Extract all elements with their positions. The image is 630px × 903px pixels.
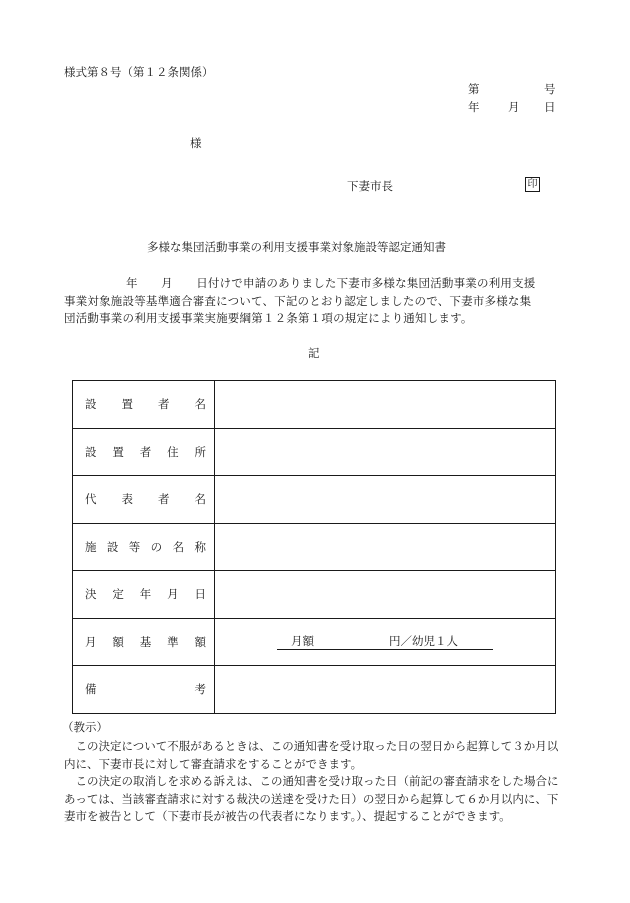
row-label-char: の <box>150 539 163 554</box>
notice-paragraph-appeal <box>64 738 574 773</box>
notice-line: 妻市を被告として（下妻市長が被告の代表者になります。）、提起することができます。 <box>64 809 511 823</box>
monthly-amount-line <box>277 633 493 650</box>
table-row <box>73 666 556 714</box>
issuer-name: 下妻市長 <box>347 179 393 193</box>
row-label-cell <box>73 476 215 524</box>
row-label-cell <box>73 523 215 571</box>
document-number-suffix: 号 <box>544 82 556 96</box>
document-title: 多様な集団活動事業の利用支援事業対象施設等認定通知書 <box>147 240 446 254</box>
row-label-char: 名 <box>194 397 206 412</box>
row-label-char: 定 <box>112 587 124 602</box>
row-value-cell[interactable] <box>215 381 556 429</box>
body-line: 事業対象施設等基準適合審査について、下記のとおり認定しましたので、下妻市多様な集 <box>64 293 532 308</box>
table-row <box>73 428 556 476</box>
table-row <box>73 571 556 619</box>
row-label-char: 者 <box>139 444 152 459</box>
body-line <box>64 275 584 293</box>
row-value-cell[interactable] <box>215 428 556 476</box>
seal-stamp: 印 <box>525 177 540 192</box>
date-day-label: 日 <box>544 100 556 114</box>
document-number-prefix: 第 <box>468 82 480 96</box>
row-label-char: 月 <box>85 634 97 649</box>
row-label-char: 額 <box>112 634 124 649</box>
row-label-char: 年 <box>139 587 152 602</box>
row-label-char: 額 <box>194 634 206 649</box>
row-label <box>85 491 206 507</box>
row-label-char: 名 <box>194 492 206 507</box>
row-label <box>85 634 206 650</box>
row-label <box>85 396 206 412</box>
row-label-char: 置 <box>121 397 133 412</box>
date-month-label: 月 <box>508 100 520 114</box>
addressee-honorific: 様 <box>190 136 202 150</box>
row-label-char: 住 <box>167 444 179 459</box>
notice-line: 内に、下妻市長に対して審査請求をすることができます。 <box>64 756 363 771</box>
form-number: 様式第８号（第１２条関係） <box>64 65 214 79</box>
row-label-char: 所 <box>194 444 206 459</box>
body-line: 団活動事業の利用支援事業実施要綱第１２条第１項の規定により通知します。 <box>64 311 473 325</box>
row-label-char: 称 <box>194 539 206 554</box>
row-label-cell <box>73 571 215 619</box>
notice-heading: （教示） <box>62 720 108 734</box>
row-label-char: 月 <box>167 587 179 602</box>
row-value-cell[interactable] <box>215 476 556 524</box>
row-label-cell <box>73 666 215 714</box>
table-row <box>73 618 556 666</box>
row-label-char: 代 <box>85 492 97 507</box>
row-label-cell <box>73 381 215 429</box>
notice-line: この決定の取消しを求める訴えは、この通知書を受け取った日（前記の審査請求をした場合に <box>64 774 559 788</box>
row-label-char: 者 <box>158 492 170 507</box>
row-label-char: 備 <box>85 682 97 697</box>
row-value-cell[interactable] <box>215 666 556 714</box>
row-value-cell[interactable] <box>215 618 556 666</box>
row-label-char: 名 <box>172 539 185 554</box>
row-label-cell <box>73 428 215 476</box>
row-value-cell[interactable] <box>215 523 556 571</box>
row-label-char: 等 <box>128 539 141 554</box>
row-label-cell <box>73 618 215 666</box>
row-label-char: 設 <box>85 397 97 412</box>
row-label-char: 施 <box>85 539 97 554</box>
row-label-char: 者 <box>158 397 170 412</box>
row-label-char: 基 <box>139 634 152 649</box>
body-line-text: 年 月 日付けで申請のありました下妻市多様な集団活動事業の利用支援 <box>126 276 536 290</box>
row-label-char: 決 <box>85 587 97 602</box>
row-label-char: 表 <box>121 492 133 507</box>
row-label-char: 準 <box>167 634 179 649</box>
row-label <box>85 444 206 460</box>
table-row <box>73 476 556 524</box>
table-row <box>73 381 556 429</box>
body-paragraph <box>64 275 584 328</box>
row-label-char: 設 <box>85 444 97 459</box>
row-label-char: 置 <box>112 444 124 459</box>
details-table <box>72 380 556 714</box>
notice-paragraph-lawsuit <box>64 773 574 826</box>
row-label <box>85 539 206 555</box>
date-year-label: 年 <box>468 100 480 114</box>
monthly-amount-label: 月額 <box>291 634 314 649</box>
table-row <box>73 523 556 571</box>
row-label-char: 日 <box>194 587 206 602</box>
ki-heading: 記 <box>308 346 320 360</box>
row-label-char: 設 <box>106 539 119 554</box>
row-label <box>85 681 206 697</box>
row-label <box>85 586 206 602</box>
notice-line: この決定について不服があるときは、この通知書を受け取った日の翌日から起算して３か月以 <box>64 739 559 753</box>
row-value-cell[interactable] <box>215 571 556 619</box>
notice-line: あっては、当該審査請求に対する裁決の送達を受けた日）の翌日から起算して６か月以内に、下 <box>64 791 559 806</box>
monthly-amount-unit: 円／幼児１人 <box>389 634 458 649</box>
row-label-char: 考 <box>194 682 206 697</box>
